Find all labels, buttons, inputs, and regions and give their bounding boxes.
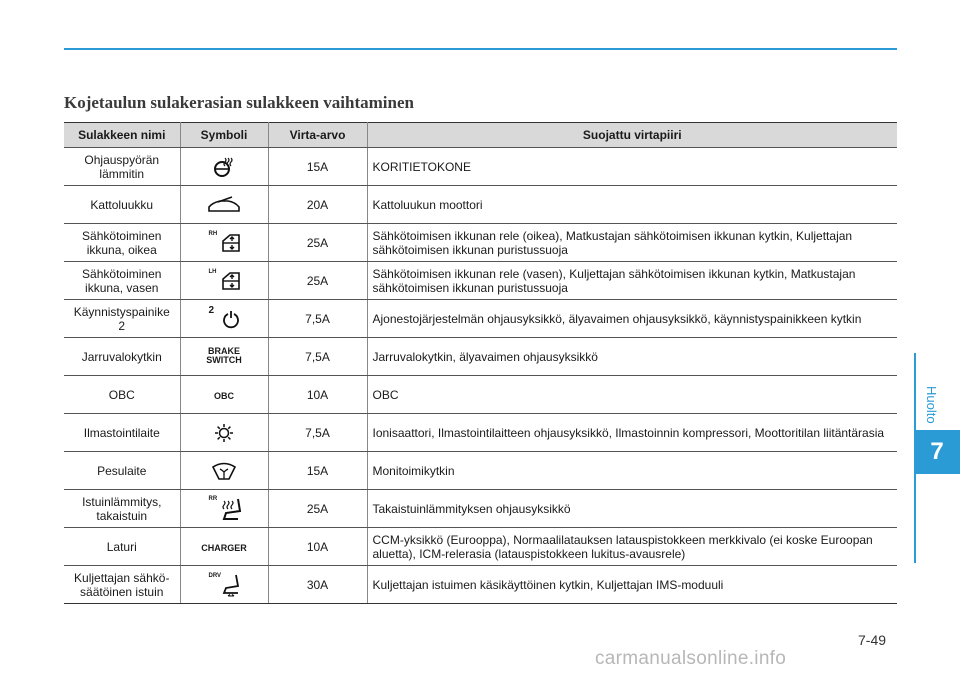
fuse-circuit: Takaistuinlämmityksen ohjausyksikkö	[367, 490, 897, 528]
fuse-rating: 25A	[268, 490, 367, 528]
symbol-label: 2	[208, 305, 215, 316]
table-row	[64, 338, 897, 376]
header-fuse-name: Sulakkeen nimi	[64, 123, 180, 148]
table-row	[64, 224, 897, 262]
fuse-rating: 30A	[268, 566, 367, 604]
fuse-symbol	[180, 148, 268, 186]
fuse-rating: 15A	[268, 148, 367, 186]
air-conditioner-icon	[214, 423, 234, 443]
chapter-tab: 7	[914, 430, 960, 474]
table-row	[64, 414, 897, 452]
fuse-rating: 25A	[268, 224, 367, 262]
fuse-table	[64, 122, 897, 604]
fuse-circuit: Monitoimikytkin	[367, 452, 897, 490]
chapter-side-label: Huolto	[924, 386, 939, 424]
fuse-rating: 20A	[268, 186, 367, 224]
power-window-icon	[221, 233, 241, 253]
fuse-rating: 15A	[268, 452, 367, 490]
fuse-symbol	[180, 566, 268, 604]
fuse-rating: 10A	[268, 376, 367, 414]
table-row	[64, 528, 897, 566]
fuse-rating: 7,5A	[268, 300, 367, 338]
fuse-symbol	[180, 224, 268, 262]
fuse-name: Pesulaite	[64, 452, 180, 490]
section-title: Kojetaulun sulakerasian sulakkeen vaihtaminen	[64, 93, 414, 112]
sunroof-icon	[206, 196, 242, 214]
fuse-symbol	[180, 338, 268, 376]
power-seat-icon	[218, 573, 244, 597]
fuse-name: Sähkötoiminen ikkuna, oikea	[64, 224, 180, 262]
fuse-circuit: OBC	[367, 376, 897, 414]
symbol-label: RR	[208, 496, 218, 502]
table-row	[64, 566, 897, 604]
fuse-name: Istuinlämmitys, takaistuin	[64, 490, 180, 528]
top-rule	[64, 48, 897, 50]
fuse-rating: 25A	[268, 262, 367, 300]
fuse-circuit: Ajonestojärjestelmän ohjausyksikkö, älyavaimen ohjausyksikkö, käynnistyspainikkeen kytkin	[367, 300, 897, 338]
start-button-icon	[221, 309, 241, 329]
header-protected-circuit: Suojattu virtapiiri	[367, 123, 897, 148]
fuse-name: Käynnistyspainike 2	[64, 300, 180, 338]
fuse-symbol	[180, 414, 268, 452]
table-row	[64, 148, 897, 186]
table-row	[64, 376, 897, 414]
table-row	[64, 186, 897, 224]
header-rating: Virta-arvo	[268, 123, 367, 148]
fuse-name: Jarruvalokytkin	[64, 338, 180, 376]
fuse-name: Ohjauspyörän lämmitin	[64, 148, 180, 186]
symbol-label: DRV	[208, 573, 222, 579]
symbol-label: CHARGER	[201, 542, 247, 553]
fuse-symbol	[180, 262, 268, 300]
fuse-circuit: CCM-yksikkö (Eurooppa), Normaalilatauksen latauspistokkeen merkkivalo (ei koske Euroopan aluetta), ICM-relerasia (latauspistokkeen lukitus-avausrele)	[367, 528, 897, 566]
table-header-row	[64, 123, 897, 148]
symbol-label: BRAKE SWITCH	[206, 346, 242, 365]
table-row	[64, 300, 897, 338]
fuse-symbol	[180, 376, 268, 414]
fuse-circuit: Kattoluukun moottori	[367, 186, 897, 224]
table-row	[64, 490, 897, 528]
fuse-name: Sähkötoiminen ikkuna, vasen	[64, 262, 180, 300]
fuse-symbol	[180, 452, 268, 490]
table-row	[64, 262, 897, 300]
fuse-name: OBC	[64, 376, 180, 414]
fuse-symbol	[180, 300, 268, 338]
symbol-label: OBC	[214, 390, 234, 401]
fuse-rating: 7,5A	[268, 338, 367, 376]
watermark: carmanualsonline.info	[595, 648, 787, 669]
fuse-name: Kuljettajan sähkö-säätöinen istuin	[64, 566, 180, 604]
fuse-circuit: KORITIETOKONE	[367, 148, 897, 186]
fuse-circuit: Ionisaattori, Ilmastointilaitteen ohjausyksikkö, Ilmastoinnin kompressori, Moottoritilan liitäntärasia	[367, 414, 897, 452]
fuse-circuit: Jarruvalokytkin, älyavaimen ohjausyksikkö	[367, 338, 897, 376]
fuse-name: Ilmastointilaite	[64, 414, 180, 452]
fuse-rating: 10A	[268, 528, 367, 566]
symbol-label: LH	[208, 269, 217, 275]
fuse-symbol	[180, 490, 268, 528]
heated-steering-wheel-icon	[212, 156, 236, 178]
symbol-label: RH	[208, 231, 218, 237]
table-row	[64, 452, 897, 490]
fuse-name: Laturi	[64, 528, 180, 566]
power-window-icon	[221, 271, 241, 291]
fuse-symbol	[180, 528, 268, 566]
fuse-circuit: Sähkötoimisen ikkunan rele (vasen), Kuljettajan sähkötoimisen ikkunan kytkin, Matkustajan sähkötoimisen ikkunan puristussuoja	[367, 262, 897, 300]
washer-icon	[211, 461, 237, 481]
page-number: 7-49	[858, 632, 887, 648]
fuse-circuit: Kuljettajan istuimen käsikäyttöinen kytkin, Kuljettajan IMS-moduuli	[367, 566, 897, 604]
heated-seat-icon	[218, 497, 244, 521]
fuse-name: Kattoluukku	[64, 186, 180, 224]
fuse-rating: 7,5A	[268, 414, 367, 452]
fuse-circuit: Sähkötoimisen ikkunan rele (oikea), Matkustajan sähkötoimisen ikkunan kytkin, Kuljettajan sähkötoimisen ikkunan puristussuoja	[367, 224, 897, 262]
header-symbol: Symboli	[180, 123, 268, 148]
fuse-symbol	[180, 186, 268, 224]
